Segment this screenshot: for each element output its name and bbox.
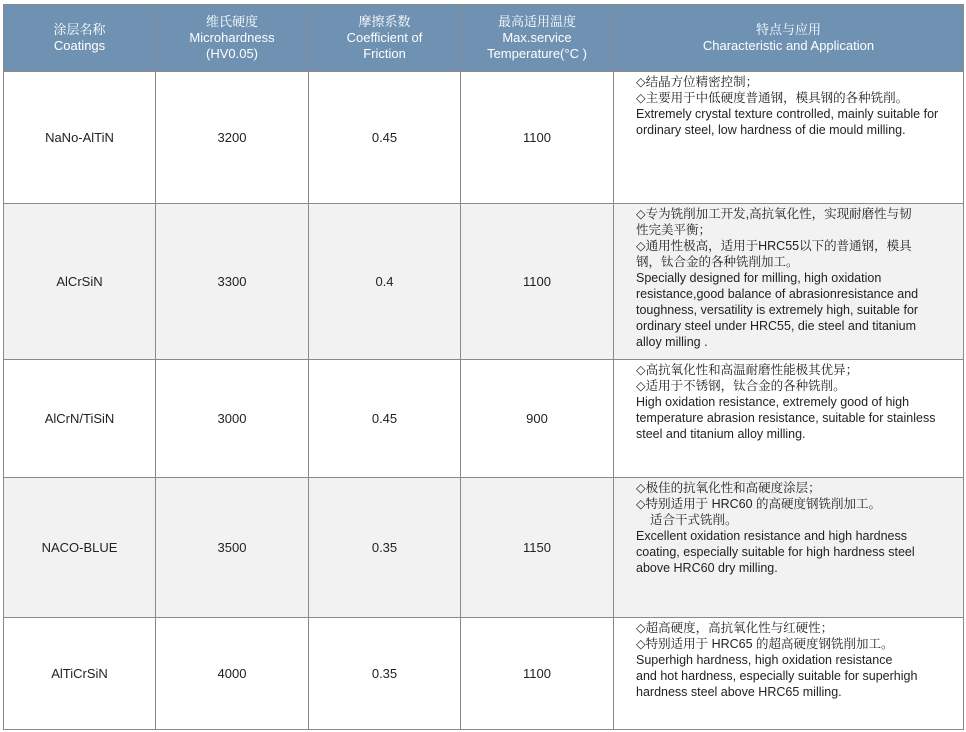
- cell-friction: 0.35: [309, 478, 461, 618]
- header-temperature: 最高适用温度 Max.service Temperature(°C ): [461, 5, 614, 72]
- cell-friction: 0.45: [309, 72, 461, 204]
- cell-temperature: 1100: [461, 204, 614, 360]
- cell-hardness: 3000: [156, 360, 309, 478]
- cell-temperature: 1100: [461, 618, 614, 730]
- table-row: [4, 360, 964, 478]
- cell-coating: AlCrSiN: [4, 204, 156, 360]
- cell-hardness: 3200: [156, 72, 309, 204]
- header-application: 特点与应用 Characteristic and Application: [614, 5, 964, 72]
- cell-coating: AlCrN/TiSiN: [4, 360, 156, 478]
- cell-application: ◇高抗氧化性和高温耐磨性能极其优异； ◇适用于不锈钢，钛合金的各种铣削。 High oxidation resistance, extremely good of high temperature abrasion resistance, suitable for stainless steel and titanium alloy milling.: [614, 360, 964, 478]
- header-coatings: 涂层名称 Coatings: [4, 5, 156, 72]
- cell-temperature: 1100: [461, 72, 614, 204]
- header-row: [4, 5, 964, 72]
- cell-hardness: 3300: [156, 204, 309, 360]
- cell-friction: 0.45: [309, 360, 461, 478]
- header-microhardness: 维氏硬度 Microhardness (HV0.05): [156, 5, 309, 72]
- cell-coating: NaNo-AlTiN: [4, 72, 156, 204]
- cell-temperature: 900: [461, 360, 614, 478]
- coatings-table: [3, 4, 964, 730]
- cell-temperature: 1150: [461, 478, 614, 618]
- table-row: [4, 204, 964, 360]
- cell-friction: 0.35: [309, 618, 461, 730]
- cell-application: ◇超高硬度，高抗氧化性与红硬性； ◇特别适用于 HRC65 的超高硬度钢铣削加工。 Superhigh hardness, high oxidation resistance and hot hardness, especially suitable for superhigh hardness steel above HRC65 milling.: [614, 618, 964, 730]
- cell-application: ◇结晶方位精密控制； ◇主要用于中低硬度普通钢，模具钢的各种铣削。 Extremely crystal texture controlled, mainly suitable for ordinary steel, low hardness of die mould milling.: [614, 72, 964, 204]
- cell-friction: 0.4: [309, 204, 461, 360]
- cell-application: ◇专为铣削加工开发,高抗氧化性，实现耐磨性与韧 性完美平衡； ◇通用性极高，适用于HRC55以下的普通钢，模具 钢，钛合金的各种铣削加工。 Specially designed for milling, high oxidation resistance,good balance of abrasionresistance and toughness, versatility is extremely high, suitable for ordinary steel under HRC55, die steel and titanium alloy milling .: [614, 204, 964, 360]
- cell-application: ◇极佳的抗氧化性和高硬度涂层； ◇特别适用于 HRC60 的高硬度钢铣削加工。 适合干式铣削。 Excellent oxidation resistance and high hardness coating, especially suitable for high hardness steel above HRC60 dry milling.: [614, 478, 964, 618]
- header-friction: 摩擦系数 Coefficient of Friction: [309, 5, 461, 72]
- table-row: [4, 618, 964, 730]
- table-row: [4, 72, 964, 204]
- cell-hardness: 3500: [156, 478, 309, 618]
- cell-hardness: 4000: [156, 618, 309, 730]
- cell-coating: AlTiCrSiN: [4, 618, 156, 730]
- table-row: [4, 478, 964, 618]
- cell-coating: NACO-BLUE: [4, 478, 156, 618]
